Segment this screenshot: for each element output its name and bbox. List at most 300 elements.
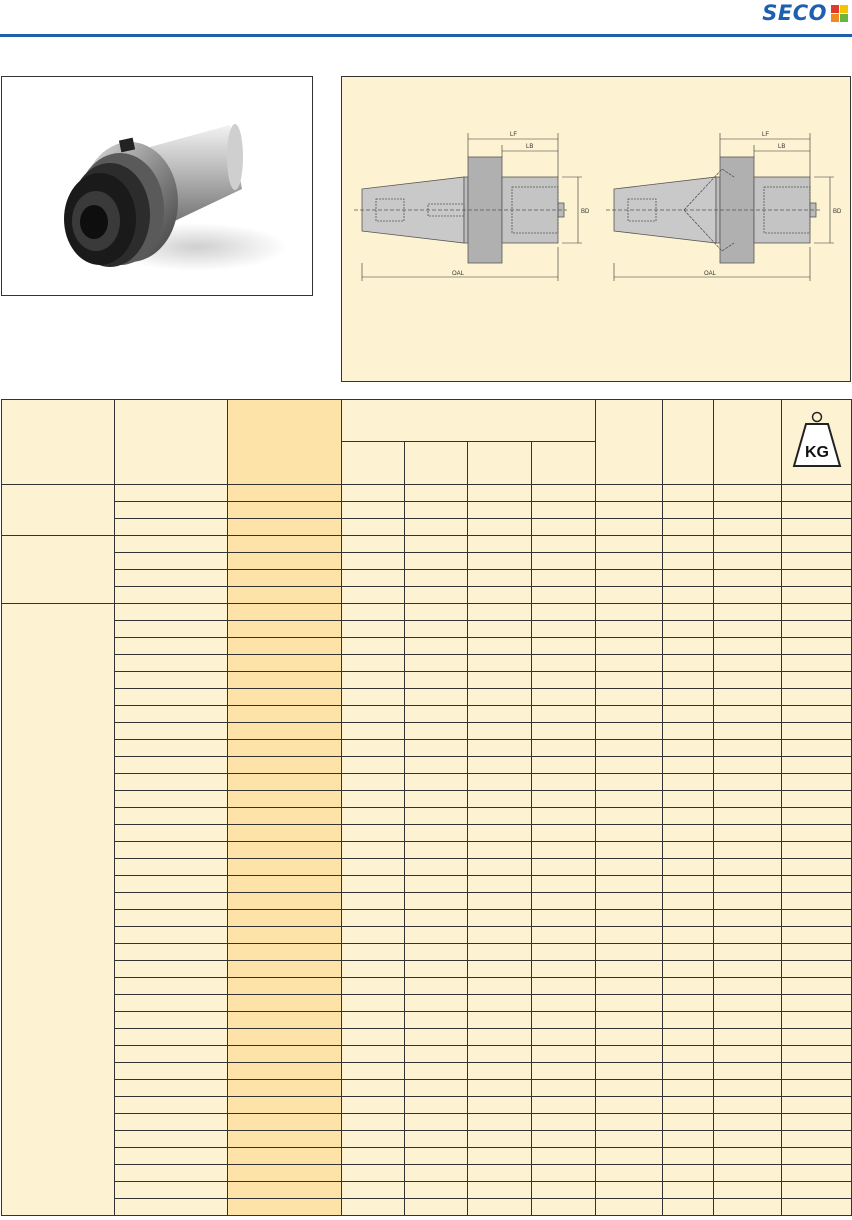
table-cell — [532, 893, 596, 910]
table-cell — [468, 757, 532, 774]
table-cell — [342, 961, 405, 978]
table-cell-highlight — [228, 689, 342, 706]
table-cell — [714, 638, 782, 655]
table-cell — [532, 570, 596, 587]
table-cell-highlight — [228, 995, 342, 1012]
table-cell — [115, 689, 228, 706]
table-cell — [596, 859, 663, 876]
table-cell — [342, 757, 405, 774]
table-cell — [782, 519, 852, 536]
table-cell — [342, 536, 405, 553]
table-row — [2, 706, 852, 723]
table-cell — [782, 876, 852, 893]
table-cell-highlight — [228, 723, 342, 740]
table-cell — [468, 1148, 532, 1165]
table-cell — [342, 706, 405, 723]
seco-logo — [762, 2, 848, 24]
table-cell — [342, 553, 405, 570]
table-cell — [663, 740, 714, 757]
table-cell — [663, 1012, 714, 1029]
table-cell — [532, 1182, 596, 1199]
table-cell — [405, 876, 468, 893]
table-cell-highlight — [228, 1199, 342, 1216]
table-cell — [468, 893, 532, 910]
table-cell — [714, 536, 782, 553]
table-row — [2, 1080, 852, 1097]
table-row — [2, 723, 852, 740]
table-cell — [532, 672, 596, 689]
table-cell — [468, 655, 532, 672]
table-cell — [596, 553, 663, 570]
table-row — [2, 978, 852, 995]
table-cell — [342, 1063, 405, 1080]
table-cell — [782, 1097, 852, 1114]
table-row — [2, 1182, 852, 1199]
table-cell — [405, 1114, 468, 1131]
table-cell — [782, 757, 852, 774]
table-cell — [468, 944, 532, 961]
table-cell — [663, 604, 714, 621]
table-row — [2, 774, 852, 791]
table-cell — [663, 876, 714, 893]
table-cell — [596, 1199, 663, 1216]
table-cell — [342, 740, 405, 757]
table-cell — [468, 587, 532, 604]
table-row — [2, 1046, 852, 1063]
table-cell-highlight — [228, 1046, 342, 1063]
table-cell-highlight — [228, 740, 342, 757]
table-cell-highlight — [228, 1148, 342, 1165]
table-cell — [663, 1199, 714, 1216]
table-cell — [115, 927, 228, 944]
table-cell — [405, 485, 468, 502]
table-cell — [663, 927, 714, 944]
table-cell — [663, 1080, 714, 1097]
table-cell — [115, 876, 228, 893]
table-cell — [115, 978, 228, 995]
table-cell — [405, 1012, 468, 1029]
table-cell — [468, 859, 532, 876]
table-cell — [596, 1165, 663, 1182]
table-cell — [532, 1046, 596, 1063]
table-cell — [782, 978, 852, 995]
table-cell — [596, 1131, 663, 1148]
table-cell — [596, 757, 663, 774]
table-cell — [596, 927, 663, 944]
table-cell — [405, 910, 468, 927]
table-cell — [663, 944, 714, 961]
table-cell — [596, 1148, 663, 1165]
table-cell — [782, 893, 852, 910]
table-cell — [342, 825, 405, 842]
table-cell — [115, 723, 228, 740]
table-cell — [663, 519, 714, 536]
table-cell-highlight — [228, 944, 342, 961]
table-cell — [342, 723, 405, 740]
table-cell — [782, 689, 852, 706]
table-cell — [468, 689, 532, 706]
table-cell — [342, 587, 405, 604]
table-cell — [596, 740, 663, 757]
table-cell — [596, 791, 663, 808]
table-row — [2, 859, 852, 876]
table-cell — [714, 587, 782, 604]
table-cell — [663, 757, 714, 774]
table-cell — [468, 927, 532, 944]
table-row — [2, 655, 852, 672]
table-cell — [714, 706, 782, 723]
table-cell — [714, 485, 782, 502]
table-cell-highlight — [228, 1012, 342, 1029]
table-cell — [405, 791, 468, 808]
table-cell — [532, 978, 596, 995]
table-cell-highlight — [228, 842, 342, 859]
table-cell — [468, 1012, 532, 1029]
table-row — [2, 553, 852, 570]
table-cell — [115, 944, 228, 961]
table-cell — [468, 740, 532, 757]
table-cell — [596, 1080, 663, 1097]
table-cell — [782, 706, 852, 723]
table-cell — [532, 723, 596, 740]
table-cell — [663, 502, 714, 519]
table-cell — [596, 825, 663, 842]
table-cell — [714, 604, 782, 621]
table-cell — [532, 944, 596, 961]
weight-header-cell — [782, 400, 852, 485]
table-row — [2, 1131, 852, 1148]
table-cell — [115, 1131, 228, 1148]
table-cell — [115, 757, 228, 774]
table-row — [2, 502, 852, 519]
table-cell — [663, 655, 714, 672]
table-cell — [596, 604, 663, 621]
table-cell-highlight — [228, 757, 342, 774]
table-cell-highlight — [228, 604, 342, 621]
table-cell-highlight — [228, 808, 342, 825]
table-cell — [468, 604, 532, 621]
table-cell — [405, 808, 468, 825]
table-cell — [663, 774, 714, 791]
table-cell-highlight — [228, 893, 342, 910]
table-row — [2, 485, 852, 502]
table-cell — [596, 706, 663, 723]
table-cell — [405, 587, 468, 604]
table-cell — [663, 1182, 714, 1199]
table-cell — [468, 774, 532, 791]
table-cell — [663, 1063, 714, 1080]
table-cell — [115, 1114, 228, 1131]
table-cell — [782, 536, 852, 553]
table-cell — [532, 774, 596, 791]
table-cell — [532, 927, 596, 944]
table-cell — [405, 1029, 468, 1046]
table-cell — [342, 672, 405, 689]
table-cell-highlight — [228, 570, 342, 587]
table-row — [2, 825, 852, 842]
table-cell — [782, 774, 852, 791]
table-cell — [714, 1097, 782, 1114]
header-rule — [0, 34, 852, 37]
table-cell-highlight — [228, 536, 342, 553]
table-cell — [596, 774, 663, 791]
table-cell — [532, 1165, 596, 1182]
table-row — [2, 621, 852, 638]
table-cell — [115, 859, 228, 876]
table-cell — [468, 978, 532, 995]
table-cell — [405, 995, 468, 1012]
table-cell — [532, 1131, 596, 1148]
table-cell — [532, 502, 596, 519]
table-cell-highlight — [228, 774, 342, 791]
table-cell — [596, 502, 663, 519]
table-cell — [342, 621, 405, 638]
table-cell — [596, 1114, 663, 1131]
table-row — [2, 604, 852, 621]
table-cell — [714, 893, 782, 910]
table-cell — [115, 1182, 228, 1199]
table-cell — [714, 553, 782, 570]
table-row — [2, 927, 852, 944]
table-cell — [342, 1199, 405, 1216]
table-cell — [468, 1114, 532, 1131]
table-cell — [342, 978, 405, 995]
table-cell — [468, 536, 532, 553]
table-body — [2, 485, 852, 1216]
table-cell — [532, 638, 596, 655]
table-cell — [342, 1165, 405, 1182]
table-cell — [115, 621, 228, 638]
table-cell — [714, 655, 782, 672]
table-cell-highlight — [228, 910, 342, 927]
table-cell — [405, 1046, 468, 1063]
table-cell — [468, 570, 532, 587]
table-cell — [714, 1046, 782, 1063]
table-cell — [342, 927, 405, 944]
table-cell — [663, 638, 714, 655]
table-cell — [532, 961, 596, 978]
table-cell — [342, 995, 405, 1012]
table-cell — [468, 995, 532, 1012]
table-cell — [468, 1199, 532, 1216]
table-cell — [532, 825, 596, 842]
table-cell — [714, 978, 782, 995]
table-cell — [782, 570, 852, 587]
table-cell — [596, 1182, 663, 1199]
table-cell-highlight — [228, 485, 342, 502]
table-cell — [468, 1097, 532, 1114]
table-cell — [115, 672, 228, 689]
table-cell — [532, 1080, 596, 1097]
header-cell — [596, 400, 663, 485]
table-cell — [663, 893, 714, 910]
table-cell — [342, 638, 405, 655]
table-cell — [714, 961, 782, 978]
table-cell — [782, 1199, 852, 1216]
table-cell — [714, 859, 782, 876]
table-cell — [532, 587, 596, 604]
table-cell — [405, 740, 468, 757]
table-row — [2, 1012, 852, 1029]
table-cell-highlight — [228, 978, 342, 995]
table-cell — [405, 927, 468, 944]
table-cell — [714, 1114, 782, 1131]
table-cell — [714, 1063, 782, 1080]
table-cell — [596, 587, 663, 604]
table-cell — [115, 553, 228, 570]
table-cell — [532, 842, 596, 859]
header-cell — [714, 400, 782, 485]
table-cell — [468, 621, 532, 638]
table-cell — [782, 1029, 852, 1046]
table-cell — [115, 638, 228, 655]
table-cell — [342, 910, 405, 927]
table-cell — [405, 944, 468, 961]
table-cell — [714, 927, 782, 944]
table-cell-highlight — [228, 502, 342, 519]
toolholder-photo-icon — [2, 77, 312, 295]
table-cell — [782, 604, 852, 621]
lb-label-left: LB — [526, 144, 534, 150]
spec-table — [1, 399, 852, 1216]
table-cell — [596, 1046, 663, 1063]
table-cell — [782, 961, 852, 978]
table-cell — [405, 1063, 468, 1080]
bd-label-right: BD — [833, 209, 842, 215]
table-cell — [714, 1165, 782, 1182]
table-cell — [405, 1148, 468, 1165]
table-cell — [405, 672, 468, 689]
table-cell — [342, 689, 405, 706]
table-cell — [782, 485, 852, 502]
table-row — [2, 1199, 852, 1216]
table-cell — [782, 655, 852, 672]
table-cell — [714, 757, 782, 774]
table-cell — [115, 1080, 228, 1097]
table-row — [2, 757, 852, 774]
table-cell — [714, 1012, 782, 1029]
table-row — [2, 1097, 852, 1114]
table-cell — [342, 1182, 405, 1199]
table-cell — [342, 570, 405, 587]
table-cell-highlight — [228, 859, 342, 876]
table-cell — [115, 655, 228, 672]
table-cell-highlight — [228, 672, 342, 689]
table-cell — [532, 740, 596, 757]
table-cell-highlight — [228, 638, 342, 655]
table-cell — [405, 893, 468, 910]
table-row — [2, 842, 852, 859]
lf-label-left: LF — [510, 132, 518, 138]
table-cell-highlight — [228, 1097, 342, 1114]
table-cell — [782, 621, 852, 638]
table-cell — [782, 1012, 852, 1029]
table-cell — [596, 808, 663, 825]
table-cell-highlight — [228, 1063, 342, 1080]
table-cell — [468, 791, 532, 808]
table-cell — [663, 485, 714, 502]
header-cell — [115, 400, 228, 485]
table-cell — [782, 638, 852, 655]
table-cell — [115, 1165, 228, 1182]
table-cell — [596, 723, 663, 740]
table-cell — [532, 536, 596, 553]
table-cell — [596, 485, 663, 502]
group-cell — [2, 536, 115, 604]
table-cell — [714, 774, 782, 791]
table-cell — [663, 859, 714, 876]
table-cell — [782, 1148, 852, 1165]
table-cell — [596, 519, 663, 536]
table-cell — [663, 587, 714, 604]
table-cell — [405, 1131, 468, 1148]
table-cell — [782, 740, 852, 757]
table-cell — [782, 1131, 852, 1148]
table-cell — [714, 502, 782, 519]
table-cell — [468, 842, 532, 859]
table-cell — [532, 655, 596, 672]
table-cell — [468, 519, 532, 536]
table-cell — [714, 944, 782, 961]
table-cell — [714, 791, 782, 808]
table-cell — [782, 995, 852, 1012]
table-cell — [405, 825, 468, 842]
table-cell-highlight — [228, 927, 342, 944]
table-cell — [468, 961, 532, 978]
table-cell — [115, 1199, 228, 1216]
table-cell — [342, 502, 405, 519]
table-cell — [115, 995, 228, 1012]
table-cell — [468, 706, 532, 723]
table-cell — [596, 944, 663, 961]
group-cell — [2, 485, 115, 536]
table-cell-highlight — [228, 1131, 342, 1148]
table-cell — [405, 859, 468, 876]
table-cell-highlight — [228, 621, 342, 638]
table-cell — [468, 910, 532, 927]
table-row — [2, 893, 852, 910]
table-cell — [405, 689, 468, 706]
table-cell — [405, 1199, 468, 1216]
table-cell — [663, 808, 714, 825]
table-cell — [532, 604, 596, 621]
table-cell — [115, 1029, 228, 1046]
table-cell — [663, 1131, 714, 1148]
table-cell — [115, 791, 228, 808]
table-row — [2, 876, 852, 893]
table-cell — [342, 1046, 405, 1063]
table-cell — [468, 1029, 532, 1046]
table-cell — [532, 791, 596, 808]
table-cell — [596, 689, 663, 706]
table-cell — [782, 791, 852, 808]
table-cell — [714, 995, 782, 1012]
table-cell — [115, 502, 228, 519]
table-cell — [714, 1029, 782, 1046]
table-cell-highlight — [228, 791, 342, 808]
table-cell — [342, 485, 405, 502]
table-cell — [663, 1114, 714, 1131]
table-cell — [714, 842, 782, 859]
table-cell — [782, 944, 852, 961]
table-cell — [663, 1148, 714, 1165]
table-cell — [782, 842, 852, 859]
table-cell-highlight — [228, 655, 342, 672]
table-cell — [714, 1131, 782, 1148]
table-cell — [532, 519, 596, 536]
table-row — [2, 1063, 852, 1080]
table-cell — [115, 1012, 228, 1029]
